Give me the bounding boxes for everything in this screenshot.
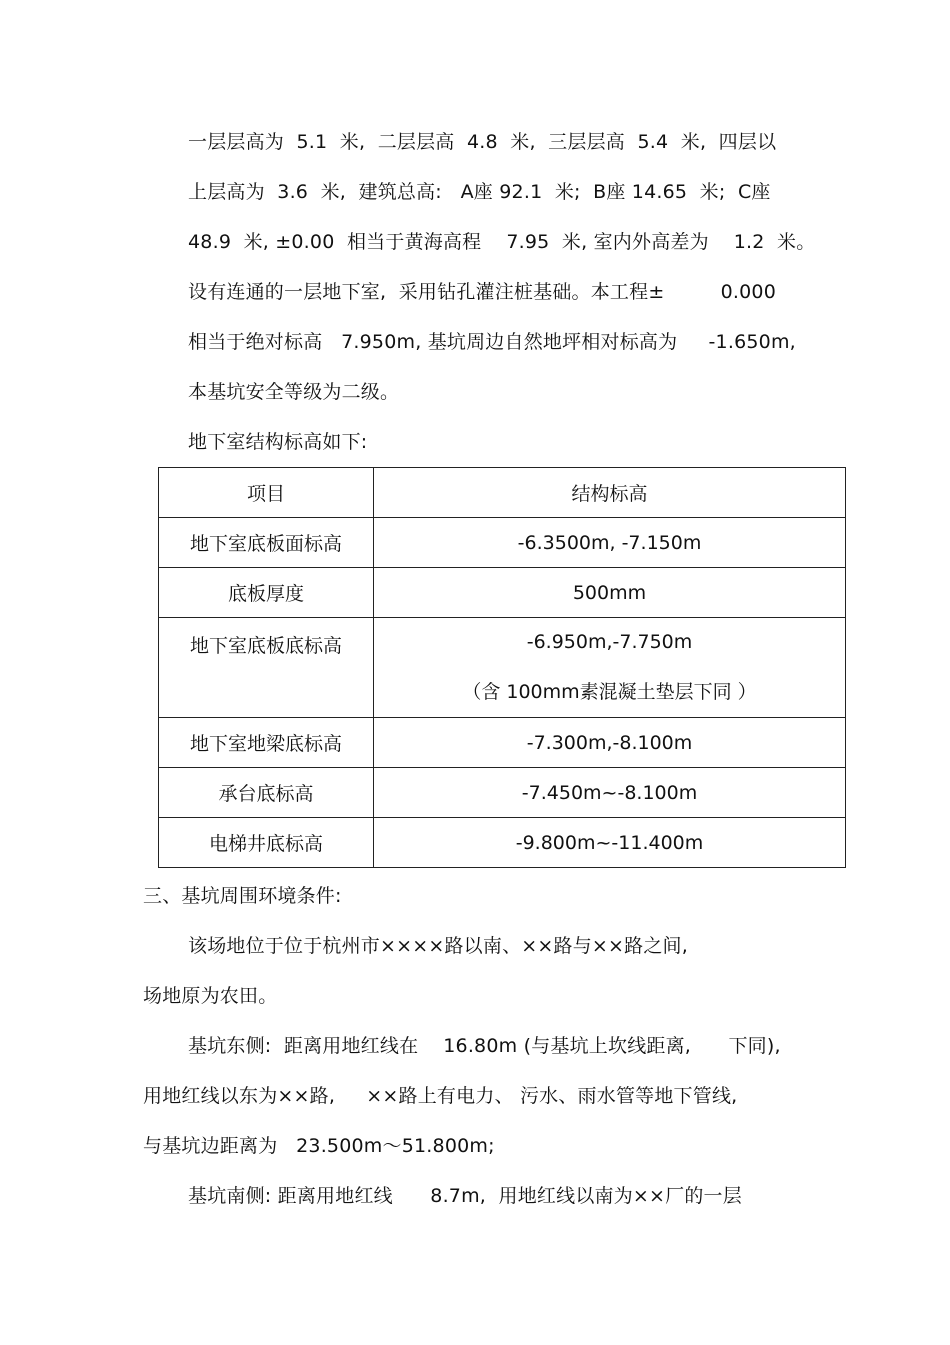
table-row (159, 518, 846, 568)
elevation-table (158, 467, 846, 868)
paragraph-line: 场地原为农田。 (143, 985, 278, 1007)
row-item: 承台底标高 (159, 768, 374, 818)
section-title: 三、基坑周围环境条件: (143, 885, 342, 907)
paragraph-line: 上层高为 3.6 米, 建筑总高: A座 92.1 米; B座 14.65 米; C座 (188, 181, 771, 203)
row-value: -6.3500m, -7.150m (374, 518, 846, 568)
paragraph-line: 设有连通的一层地下室, 采用钻孔灌注桩基础。本工程± 0.000 (188, 281, 776, 303)
table-row (159, 818, 846, 868)
header-item: 项目 (159, 468, 374, 518)
paragraph-line: 48.9 米, ±0.00 相当于黄海高程 7.95 米, 室内外高差为 1.2 米。 (188, 231, 816, 253)
row-value: 500mm (374, 568, 846, 618)
row-item: 地下室地梁底标高 (159, 718, 374, 768)
paragraph-line: 基坑南侧: 距离用地红线 8.7m, 用地红线以南为××厂的一层 (188, 1185, 742, 1207)
row-value: -7.450m~-8.100m (374, 768, 846, 818)
row-value-cell (374, 618, 846, 718)
table-row (159, 568, 846, 618)
table-intro: 地下室结构标高如下: (188, 431, 368, 453)
table-row (159, 718, 846, 768)
row-value: -6.950m,-7.750m (526, 631, 693, 653)
paragraph-line: 相当于绝对标高 7.950m, 基坑周边自然地坪相对标高为 -1.650m, (188, 331, 796, 353)
row-value: -9.800m~-11.400m (374, 818, 846, 868)
row-note: （含 100mm素混凝土垫层下同 ） (462, 681, 757, 703)
paragraph-line: 与基坑边距离为 23.500m～51.800m; (143, 1135, 495, 1157)
paragraph-line: 该场地位于位于杭州市××××路以南、××路与××路之间, (188, 935, 688, 957)
paragraph-line: 一层层高为 5.1 米, 二层层高 4.8 米, 三层层高 5.4 米, 四层以 (188, 131, 777, 153)
row-item: 地下室底板底标高 (159, 618, 374, 718)
header-elevation: 结构标高 (374, 468, 846, 518)
row-item: 底板厚度 (159, 568, 374, 618)
row-value: -7.300m,-8.100m (374, 718, 846, 768)
row-item: 地下室底板面标高 (159, 518, 374, 568)
table-row (159, 768, 846, 818)
paragraph-line: 本基坑安全等级为二级。 (188, 381, 400, 403)
paragraph-line: 用地红线以东为××路, ××路上有电力、 污水、雨水管等地下管线, (143, 1085, 738, 1107)
row-item: 电梯井底标高 (159, 818, 374, 868)
table-header-row (159, 468, 846, 518)
table-row (159, 618, 846, 718)
paragraph-line: 基坑东侧: 距离用地红线在 16.80m (与基坑上坎线距离, 下同), (188, 1035, 781, 1057)
